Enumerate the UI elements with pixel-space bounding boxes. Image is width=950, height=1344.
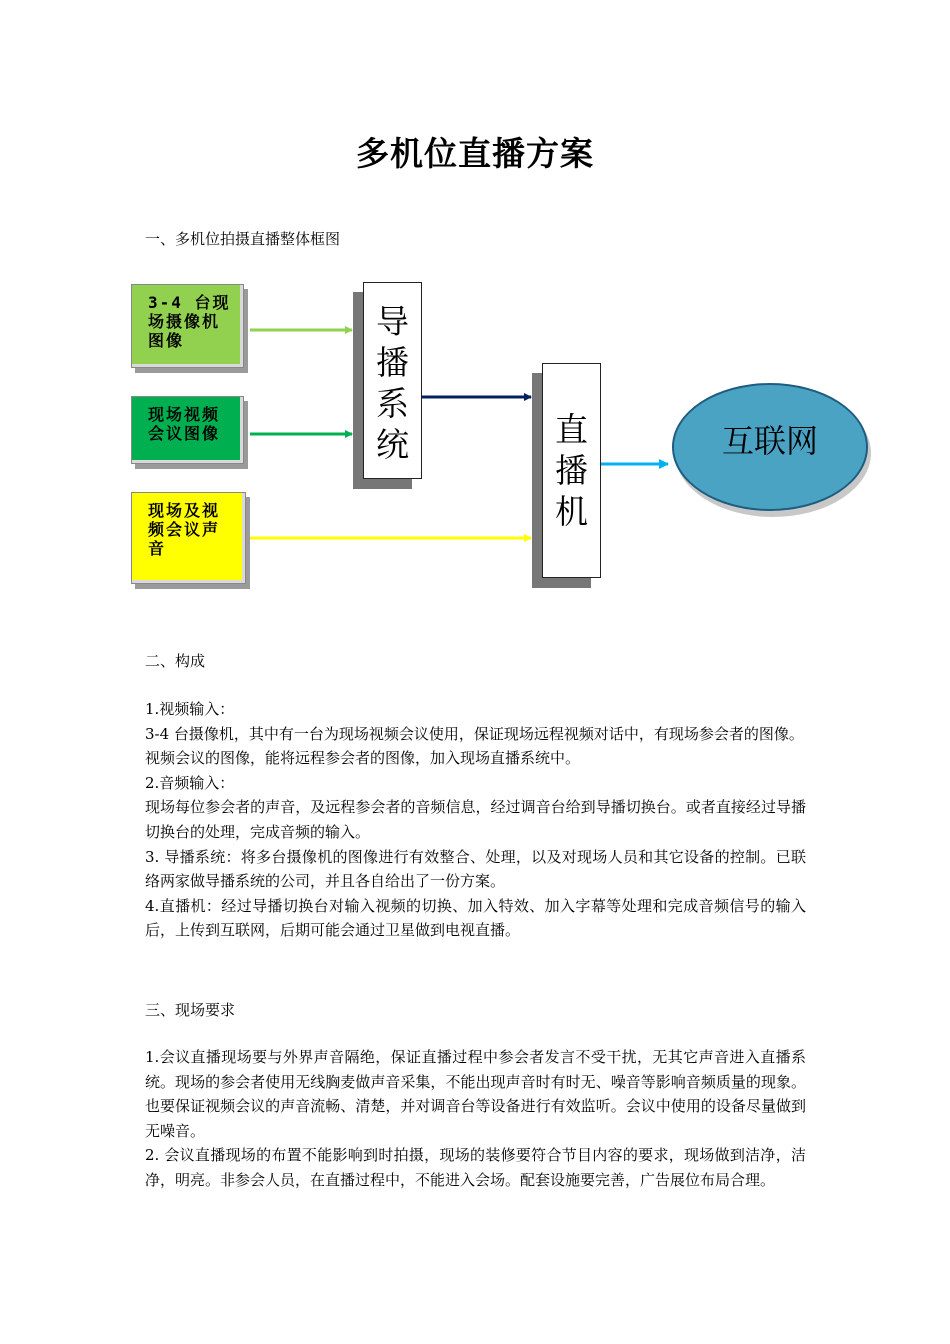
paragraph: 1.视频输入： (145, 700, 235, 718)
broadcast-machine-char: 机 (555, 492, 588, 531)
broadcast-machine-box (542, 363, 601, 578)
director-system-char: 导 (376, 302, 409, 341)
paragraph: 2.音频输入： (145, 773, 235, 792)
audio-input-box: 现场及视频会议声音 (131, 492, 246, 584)
section-2-body (145, 697, 806, 943)
internet-ellipse: 互联网 (672, 383, 868, 511)
paragraph: 4.直播机：经过导播切换台对输入视频的切换、加入特效、加入字幕等处理和完成音频信号的输入后，上传到互联网，后期可能会通过卫星做到电视直播。 (145, 896, 806, 940)
section-3-heading: 三、现场要求 (145, 1001, 236, 1019)
paragraph: 现场每位参会者的声音，及远程参会者的音频信息，经过调音台给到导播切换台。或者直接经过导播切换台的处理，完成音频的输入。 (145, 798, 806, 841)
director-system-char: 播 (376, 343, 409, 382)
section-2-heading: 二、构成 (145, 652, 206, 670)
paragraph: 1.会议直播现场要与外界声音隔绝，保证直播过程中参会者发言不受干扰，无其它声音进入直播系统。现场的参会者使用无线胸麦做声音采集，不能出现声音时有时无、噪音等影响音频质量的现象。也要保证视频会议的声音流畅、清楚，并对调音台等设备进行有效监听。会议中使用的设备尽量做到无噪音。 (145, 1048, 806, 1140)
paragraph: 3. 导播系统：将多台摄像机的图像进行有效整合、处理，以及对现场人员和其它设备的控制。已联络两家做导播系统的公司，并且各自给出了一份方案。 (145, 847, 806, 891)
director-system-char: 统 (376, 425, 409, 464)
paragraph: 3-4 台摄像机，其中有一台为现场视频会议使用，保证现场远程视频对话中，有现场参会者的图像。 (145, 724, 804, 743)
broadcast-machine-char: 播 (555, 451, 588, 490)
document-title: 多机位直播方案 (356, 134, 594, 173)
director-system-box (363, 282, 422, 479)
director-system-char: 系 (376, 384, 409, 423)
paragraph: 视频会议的图像，能将远程参会者的图像，加入现场直播系统中。 (145, 749, 581, 768)
paragraph: 2. 会议直播现场的布置不能影响到时拍摄，现场的装修要符合节目内容的要求，现场做到洁净，洁净，明亮。非参会人员，在直播过程中，不能进入会场。配套设施要完善，广告展位布局合理。 (145, 1146, 806, 1189)
section-1-heading: 一、多机位拍摄直播整体框图 (145, 230, 341, 248)
video-conference-input-box: 现场视频会议图像 (131, 396, 244, 464)
broadcast-machine-char: 直 (555, 410, 588, 449)
camera-input-box: 3-4 台现场摄像机图像 (131, 284, 244, 368)
system-block-diagram (0, 0, 950, 620)
section-3-body (145, 1045, 806, 1193)
